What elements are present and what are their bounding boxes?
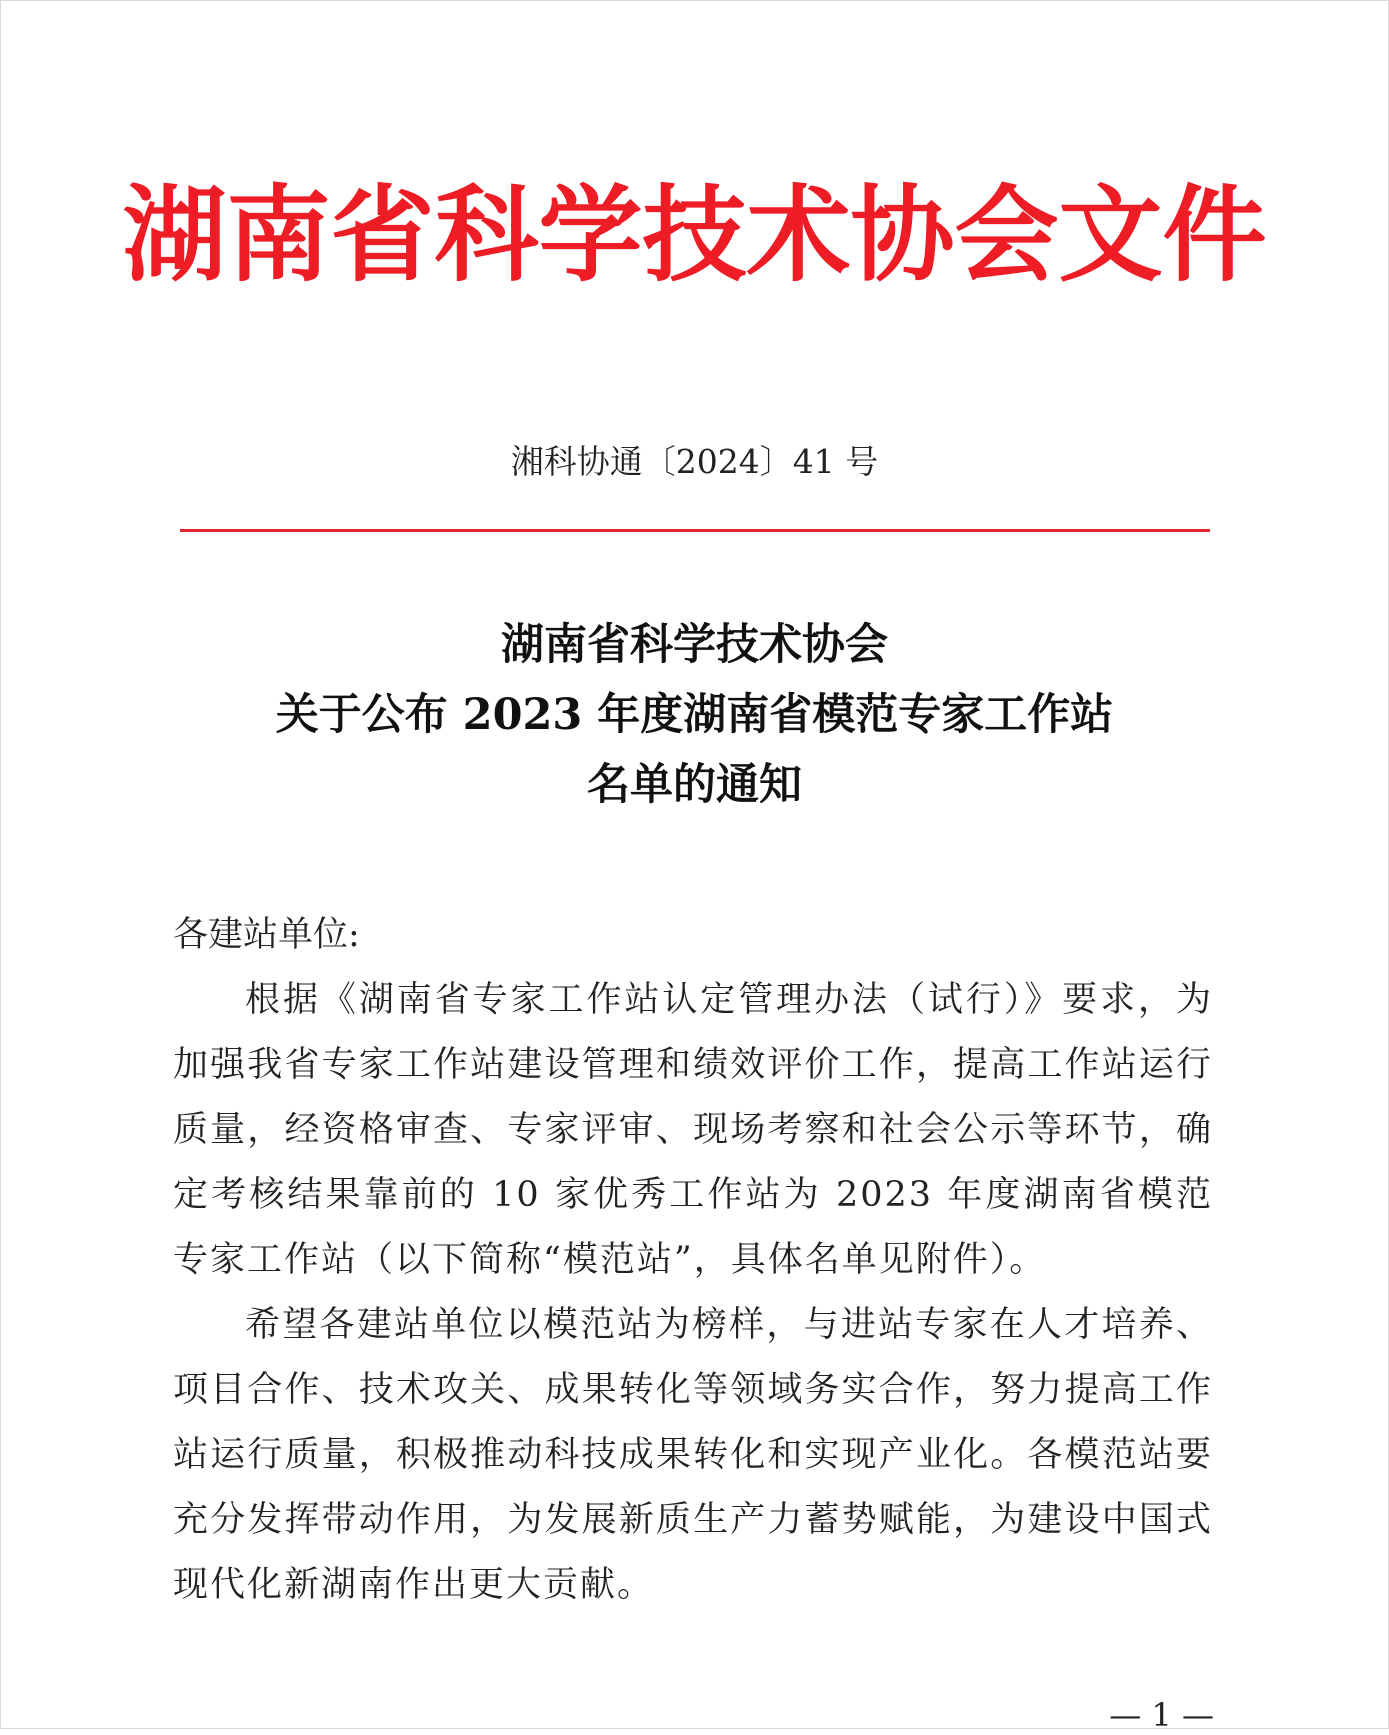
salutation: 各建站单位:	[173, 915, 360, 955]
body-paragraph-2: 希望各建站单位以模范站为榜样，与进站专家在人才培养、项目合作、技术攻关、成果转化等领域务实合作，努力提高工作站运行质量，积极推动科技成果转化和实现产业化。各模范站要充分发挥带动作用，为发展新质生产力蓄势赋能，为建设中国式现代化新湖南作出更大贡献。	[173, 1305, 1213, 1605]
document-number: 湘科协通〔2024〕41 号	[510, 442, 879, 481]
notice-title-line-2: 关于公布 2023 年度湖南省模范专家工作站	[275, 690, 1114, 740]
document-header-title: 湖南省科学技术协会文件	[122, 174, 1267, 296]
notice-title	[0, 610, 1389, 820]
notice-title-line-3: 名单的通知	[587, 760, 802, 810]
red-divider-line	[180, 529, 1210, 532]
body-paragraph-1: 根据《湖南省专家工作站认定管理办法（试行）》要求，为加强我省专家工作站建设管理和绩效评价工作，提高工作站运行质量，经资格审查、专家评审、现场考察和社会公示等环节，确定考核结果靠前的 10 家优秀工作站为 2023 年度湖南省模范专家工作站（以下简称“模范站”，具体名单见附件）。	[173, 980, 1213, 1280]
notice-title-line-1: 湖南省科学技术协会	[501, 620, 888, 670]
page-number: — 1 —	[1109, 1696, 1214, 1734]
